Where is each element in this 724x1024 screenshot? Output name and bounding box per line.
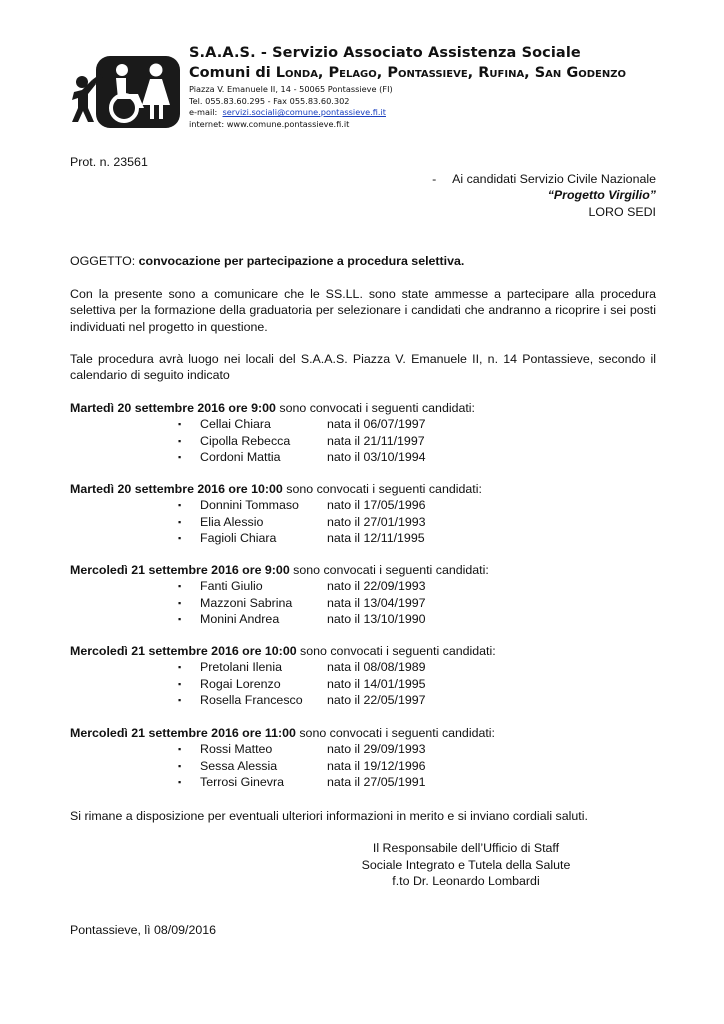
candidate-birth: nata il 12/11/1995 bbox=[327, 530, 425, 545]
session-3 bbox=[70, 562, 670, 627]
session-heading bbox=[70, 725, 670, 741]
list-item bbox=[70, 774, 670, 790]
list-item bbox=[70, 497, 670, 513]
candidate-name: Pretolani Ilenia bbox=[200, 660, 282, 675]
candidate-birth: nato il 13/10/1990 bbox=[327, 611, 426, 626]
candidate-name: Terrosi Ginevra bbox=[200, 774, 285, 789]
candidate-name: Rosella Francesco bbox=[200, 692, 303, 707]
candidate-birth: nato il 03/10/1994 bbox=[327, 449, 426, 464]
comuni-names: Londa, Pelago, Pontassieve, Rufina, San Godenzo bbox=[275, 65, 626, 81]
bullet-icon: ▪ bbox=[178, 597, 182, 608]
comuni-prefix: Comuni di bbox=[189, 65, 276, 81]
letterhead-comuni bbox=[189, 63, 689, 84]
list-item bbox=[70, 449, 670, 465]
session-when: Martedì 20 settembre 2016 ore 9:00 bbox=[70, 401, 276, 415]
signature-block bbox=[300, 840, 632, 890]
place-date: Pontassieve, lì 08/09/2016 bbox=[70, 923, 217, 937]
candidate-name: Rossi Matteo bbox=[200, 742, 273, 757]
recipient-line-2 bbox=[432, 187, 656, 203]
session-1 bbox=[70, 400, 670, 465]
bullet-icon: ▪ bbox=[178, 776, 182, 787]
paragraph-1: Con la presente sono a comunicare che le SS.LL. sono state ammesse a partecipare alla procedura selettiva per la formazione della graduatoria per selezionare i candidati che andranno a ricoprire i sei posti individuati nel progetto in questione. bbox=[70, 287, 656, 334]
candidate-name: Mazzoni Sabrina bbox=[200, 595, 293, 610]
bullet-icon: ▪ bbox=[178, 435, 182, 446]
session-when: Mercoledì 21 settembre 2016 ore 11:00 bbox=[70, 726, 296, 740]
candidate-birth: nato il 17/05/1996 bbox=[327, 498, 426, 513]
recipient-project: “Progetto Virgilio” bbox=[547, 188, 656, 203]
bullet-icon: ▪ bbox=[178, 613, 182, 624]
session-tail: sono convocati i seguenti candidati: bbox=[289, 563, 489, 577]
candidate-name: Fagioli Chiara bbox=[200, 530, 277, 545]
list-item bbox=[70, 514, 670, 530]
candidate-name: Rogai Lorenzo bbox=[200, 676, 281, 691]
bullet-icon: ▪ bbox=[178, 532, 182, 543]
recipient-line-1-text: Ai candidati Servizio Civile Nazionale bbox=[452, 172, 656, 186]
subject-text: convocazione per partecipazione a procedura selettiva. bbox=[138, 254, 465, 268]
letterhead bbox=[189, 44, 689, 130]
candidate-birth: nato il 29/09/1993 bbox=[327, 742, 426, 757]
session-heading bbox=[70, 562, 670, 578]
candidate-name: Cipolla Rebecca bbox=[200, 433, 291, 448]
session-when: Mercoledì 21 settembre 2016 ore 9:00 bbox=[70, 563, 290, 577]
session-heading bbox=[70, 643, 670, 659]
bullet-icon: ▪ bbox=[178, 760, 182, 771]
bullet-icon: ▪ bbox=[178, 451, 182, 462]
letterhead-phone: Tel. 055.83.60.295 - Fax 055.83.60.302 bbox=[189, 95, 350, 106]
bullet-icon: ▪ bbox=[178, 500, 182, 511]
session-heading bbox=[70, 481, 670, 497]
list-item bbox=[70, 530, 670, 546]
subject-label: OGGETTO: bbox=[70, 254, 139, 268]
recipient-line-1 bbox=[432, 171, 656, 187]
signature-line-2: Sociale Integrato e Tutela della Salute bbox=[361, 857, 571, 872]
saas-logo-icon bbox=[70, 52, 182, 132]
list-item bbox=[70, 676, 670, 692]
list-item bbox=[70, 692, 670, 708]
email-link[interactable]: servizi.sociali@comune.pontassieve.fi.it bbox=[222, 107, 386, 118]
bullet-icon: ▪ bbox=[178, 662, 182, 673]
candidate-birth: nato il 14/01/1995 bbox=[327, 676, 426, 691]
letterhead-title: S.A.A.S. - Servizio Associato Assistenza Sociale bbox=[189, 45, 581, 61]
closing-sentence: Si rimane a disposizione per eventuali ulteriori informazioni in merito e si inviano cordiali saluti. bbox=[70, 809, 588, 823]
recipient-line-3: LORO SEDI bbox=[588, 204, 656, 219]
bullet-icon: ▪ bbox=[178, 694, 182, 705]
candidate-name: Fanti Giulio bbox=[200, 579, 263, 594]
session-tail: sono convocati i seguenti candidati: bbox=[295, 726, 495, 740]
list-item bbox=[70, 416, 670, 432]
candidate-name: Cordoni Mattia bbox=[200, 449, 281, 464]
candidate-birth: nata il 08/08/1989 bbox=[327, 660, 426, 675]
list-item bbox=[70, 611, 670, 627]
bullet-icon: ▪ bbox=[178, 581, 182, 592]
subject-line bbox=[70, 253, 464, 269]
session-tail: sono convocati i seguenti candidati: bbox=[296, 644, 496, 658]
candidate-birth: nato il 22/05/1997 bbox=[327, 692, 426, 707]
letterhead-internet: internet: www.comune.pontassieve.fi.it bbox=[189, 118, 350, 129]
candidate-birth: nata il 27/05/1991 bbox=[327, 774, 426, 789]
signature-line-1: Il Responsabile dell’Ufficio di Staff bbox=[372, 841, 560, 855]
candidate-birth: nata il 21/11/1997 bbox=[327, 433, 425, 448]
list-item bbox=[70, 758, 670, 774]
list-item bbox=[70, 578, 670, 594]
list-item bbox=[70, 595, 670, 611]
candidate-birth: nato il 27/01/1993 bbox=[327, 514, 426, 529]
letterhead-email bbox=[189, 107, 689, 119]
session-tail: sono convocati i seguenti candidati: bbox=[275, 401, 476, 415]
paragraph-2: Tale procedura avrà luogo nei locali del S.A.A.S. Piazza V. Emanuele II, n. 14 Pontassieve, secondo il calendario di seguito indicato bbox=[70, 352, 656, 383]
candidate-name: Monini Andrea bbox=[200, 611, 280, 626]
candidate-name: Sessa Alessia bbox=[200, 758, 278, 773]
letterhead-address: Piazza V. Emanuele II, 14 - 50065 Pontassieve (FI) bbox=[189, 84, 393, 94]
session-tail: sono convocati i seguenti candidati: bbox=[282, 482, 482, 496]
email-label: e-mail: bbox=[189, 107, 223, 118]
list-item bbox=[70, 659, 670, 675]
candidate-name: Donnini Tommaso bbox=[200, 498, 299, 513]
signature-line-3: f.to Dr. Leonardo Lombardi bbox=[392, 874, 540, 888]
list-item bbox=[70, 433, 670, 449]
bullet-icon: ▪ bbox=[178, 678, 182, 689]
candidate-name: Elia Alessio bbox=[200, 514, 264, 529]
session-when: Mercoledì 21 settembre 2016 ore 10:00 bbox=[70, 644, 297, 658]
session-5 bbox=[70, 725, 670, 790]
candidate-birth: nato il 22/09/1993 bbox=[327, 579, 426, 594]
candidate-birth: nata il 06/07/1997 bbox=[327, 417, 426, 432]
session-when: Martedì 20 settembre 2016 ore 10:00 bbox=[70, 482, 283, 496]
session-2 bbox=[70, 481, 670, 546]
protocol-number: Prot. n. 23561 bbox=[70, 155, 148, 169]
session-heading bbox=[70, 400, 670, 416]
candidate-birth: nata il 13/04/1997 bbox=[327, 595, 426, 610]
bullet-icon: ▪ bbox=[178, 516, 182, 527]
session-4 bbox=[70, 643, 670, 708]
recipient-block bbox=[432, 171, 656, 220]
candidate-birth: nata il 19/12/1996 bbox=[327, 758, 426, 773]
bullet-icon: ▪ bbox=[178, 419, 182, 430]
bullet-icon: ▪ bbox=[178, 744, 182, 755]
candidate-name: Cellai Chiara bbox=[200, 417, 271, 432]
list-item bbox=[70, 741, 670, 757]
recipient-dash: - bbox=[432, 172, 437, 186]
